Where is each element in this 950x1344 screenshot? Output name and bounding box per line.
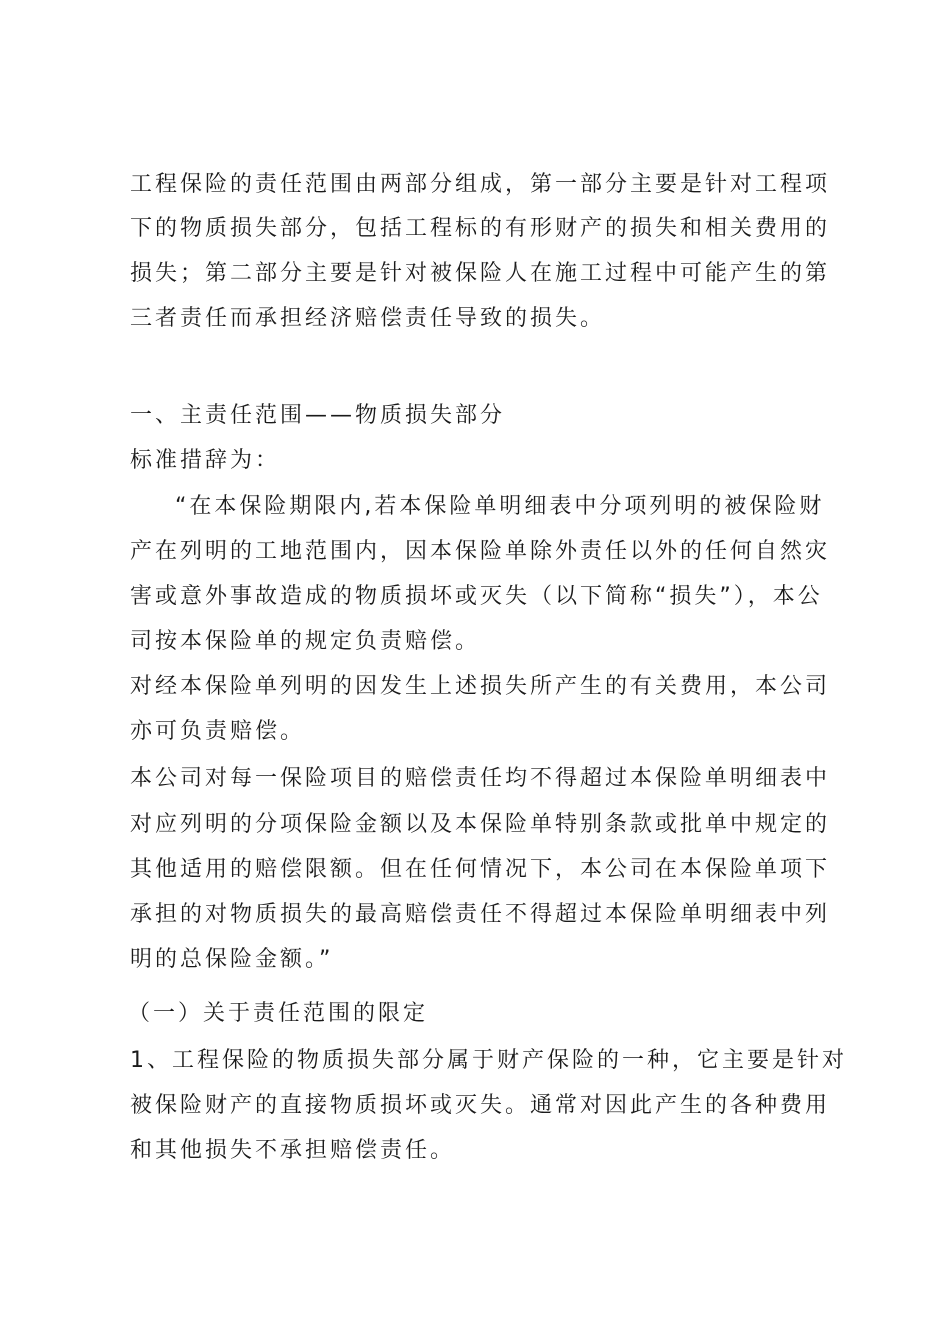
- costs-line-1: 对经本保险单列明的因发生上述损失所产生的有关费用，本公司: [130, 674, 831, 699]
- point1-line-1: 1、工程保险的物质损失部分属于财产保险的一种，它主要是针对: [130, 1048, 847, 1073]
- quote-line-1: “在本保险期限内,若本保险单明细表中分项列明的被保险财: [175, 494, 825, 519]
- subheading: （一）关于责任范围的限定: [128, 1001, 429, 1026]
- intro-line-4: 三者责任而承担经济赔偿责任导致的损失。: [130, 306, 606, 331]
- point1-line-2: 被保险财产的直接物质损坏或灭失。通常对因此产生的各种费用: [130, 1093, 831, 1118]
- standard-label: 标准措辞为：: [130, 448, 281, 473]
- quote-line-4: 司按本保险单的规定负责赔偿。: [130, 629, 481, 654]
- quote-line-2: 产在列明的工地范围内，因本保险单除外责任以外的任何自然灾: [130, 539, 831, 564]
- point1-line-3: 和其他损失不承担赔偿责任。: [130, 1138, 456, 1163]
- intro-line-3: 损失；第二部分主要是针对被保险人在施工过程中可能产生的第: [130, 261, 831, 286]
- intro-line-2: 下的物质损失部分，包括工程标的有形财产的损失和相关费用的: [130, 216, 831, 241]
- limit-line-3: 其他适用的赔偿限额。但在任何情况下，本公司在本保险单项下: [130, 857, 831, 882]
- intro-line-1: 工程保险的责任范围由两部分组成，第一部分主要是针对工程项: [130, 172, 831, 197]
- limit-line-1: 本公司对每一保险项目的赔偿责任均不得超过本保险单明细表中: [130, 766, 831, 791]
- costs-line-2: 亦可负责赔偿。: [130, 719, 306, 744]
- limit-line-5: 明的总保险金额。”: [130, 947, 334, 972]
- quote-line-3: 害或意外事故造成的物质损坏或灭失（以下简称“损失”），本公: [130, 584, 823, 609]
- limit-line-4: 承担的对物质损失的最高赔偿责任不得超过本保险单明细表中列: [130, 902, 831, 927]
- limit-line-2: 对应列明的分项保险金额以及本保险单特别条款或批单中规定的: [130, 812, 831, 837]
- section-heading: 一、主责任范围——物质损失部分: [130, 403, 506, 428]
